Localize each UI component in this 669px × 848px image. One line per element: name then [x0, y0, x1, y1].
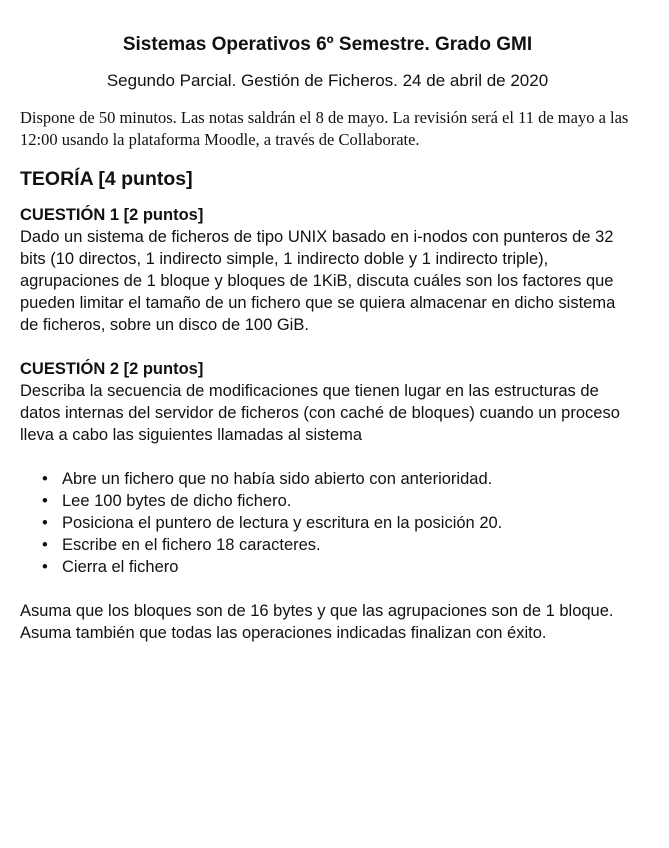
bullet-icon: •	[42, 514, 48, 532]
section-heading-theory: TEORÍA [4 puntos]	[20, 168, 193, 190]
question-2-closing: Asuma que los bloques son de 16 bytes y que las agrupaciones son de 1 bloque. Asuma también que todas las operaciones indicadas finalizan con éxito.	[20, 602, 614, 642]
bullet-icon: •	[42, 470, 48, 488]
operation-text: Abre un fichero que no había sido abierto con anterioridad.	[62, 470, 493, 488]
question-1-heading: CUESTIÓN 1 [2 puntos]	[20, 206, 204, 224]
question-2-text: Describa la secuencia de modificaciones que tienen lugar en las estructuras de datos internas del servidor de ficheros (con caché de bloques) cuando un proceso lleva a cabo las siguientes llamadas al sistema	[20, 382, 620, 444]
list-item	[20, 534, 635, 556]
operation-text: Cierra el fichero	[62, 558, 179, 576]
operation-text: Lee 100 bytes de dicho fichero.	[62, 492, 292, 510]
operation-text: Escribe en el fichero 18 caracteres.	[62, 536, 321, 554]
exam-title: Sistemas Operativos 6º Semestre. Grado GMI	[122, 34, 533, 55]
exam-page	[20, 32, 635, 644]
bullet-icon: •	[42, 536, 48, 554]
operations-list	[20, 468, 635, 578]
exam-subtitle: Segundo Parcial. Gestión de Ficheros. 24 de abril de 2020	[106, 71, 549, 90]
bullet-icon: •	[42, 492, 48, 510]
question-2-heading: CUESTIÓN 2 [2 puntos]	[20, 360, 204, 378]
operation-text: Posiciona el puntero de lectura y escritura en la posición 20.	[62, 514, 503, 532]
question-1-text: Dado un sistema de ficheros de tipo UNIX basado en i-nodos con punteros de 32 bits (10 directos, 1 indirecto simple, 1 indirecto doble y 1 indirecto triple), agrupaciones de 1 bloque y bloques de 1KiB, discuta cuáles son los factores que pueden limitar el tamaño de un fichero que se quiera almacenar en dicho sistema de ficheros, sobre un disco de 100 GiB.	[20, 228, 616, 334]
bullet-icon: •	[42, 558, 48, 576]
list-item	[20, 512, 635, 534]
list-item	[20, 556, 635, 578]
list-item	[20, 468, 635, 490]
exam-instructions: Dispone de 50 minutos. Las notas saldrán el 8 de mayo. La revisión será el 11 de mayo a las 12:00 usando la plataforma Moodle, a través de Collaborate.	[20, 108, 629, 149]
list-item	[20, 490, 635, 512]
